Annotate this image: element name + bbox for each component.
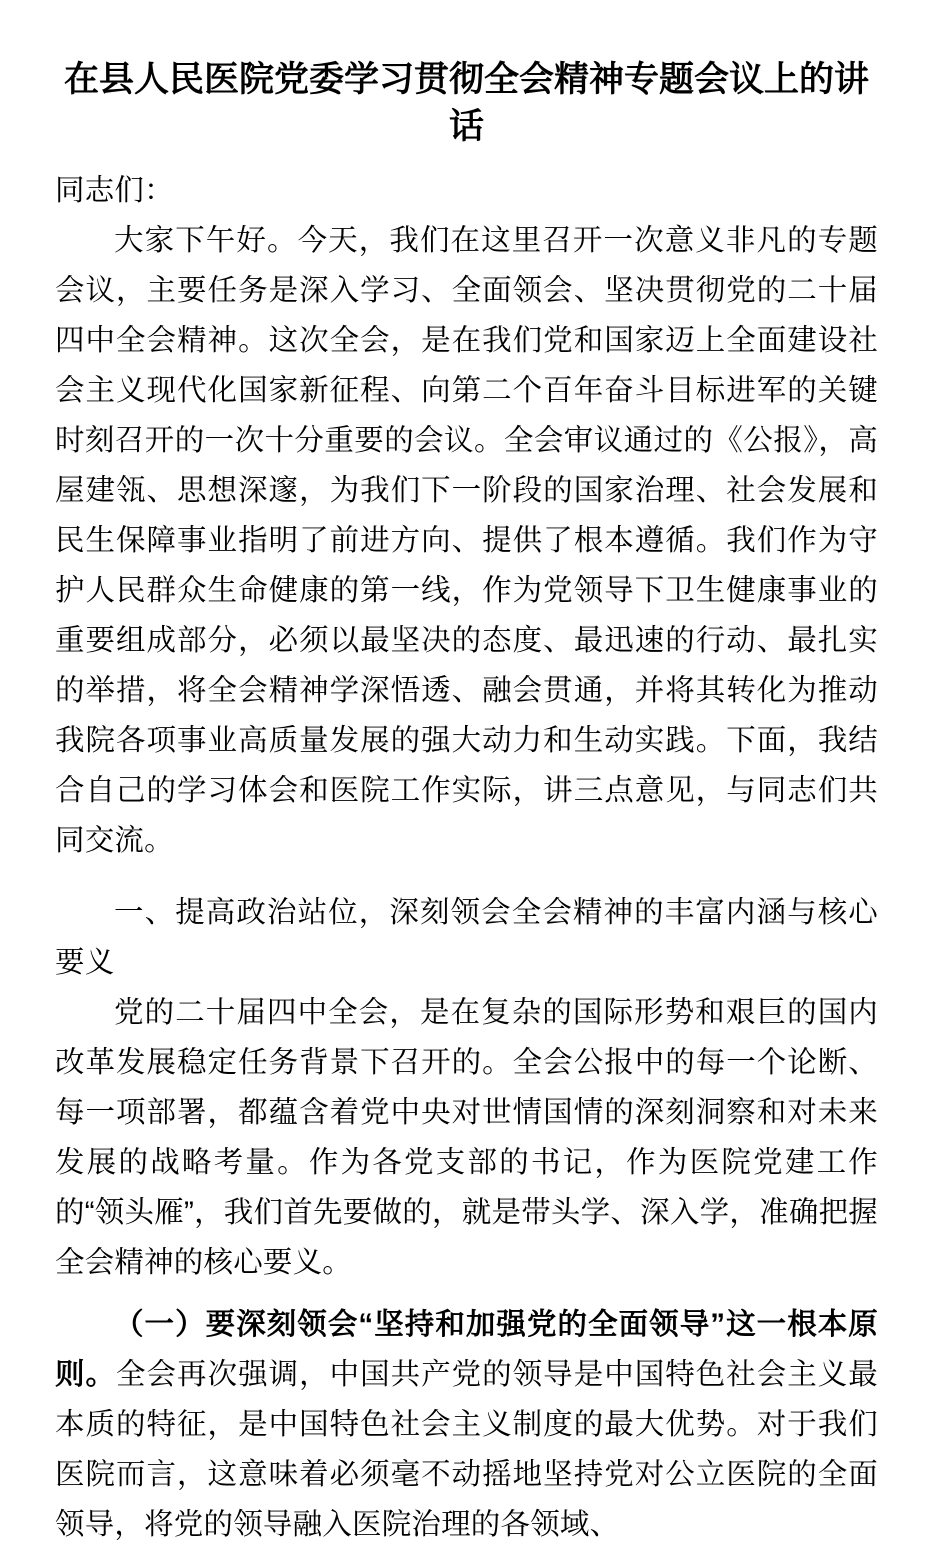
paragraph-section-one-body: 党的二十届四中全会，是在复杂的国际形势和艰巨的国内改革发展稳定任务背景下召开的。全会公报中的每一个论断、每一项部署，都蕴含着党中央对世情国情的深刻洞察和对未来发展的战略考量。作为各党支部的书记，作为医院党建工作的“领头雁”，我们首先要做的，就是带头学、深入学，准确把握全会精神的核心要义。 [55,996,878,1279]
page-title: 在县人民医院党委学习贯彻全会精神专题会议上的讲话 [63,60,869,146]
subsection-one-bold-lead: （一）要深刻领会“坚持和加强党的全面领导”这一根本原则。 [55,1308,878,1391]
salutation: 同志们： [55,174,174,207]
subsection-one-paragraph [55,1288,878,1550]
section-heading-one: 一、提高政治站位，深刻领会全会精神的丰富内涵与核心要义 [55,896,878,979]
paragraph-opening: 大家下午好。今天，我们在这里召开一次意义非凡的专题会议，主要任务是深入学习、全面领会、坚决贯彻党的二十届四中全会精神。这次全会，是在我们党和国家迈上全面建设社会主义现代化国家新征程、向第二个百年奋斗目标进军的关键时刻召开的一次十分重要的会议。全会审议通过的《公报》，高屋建瓴、思想深邃，为我们下一阶段的国家治理、社会发展和民生保障事业指明了前进方向、提供了根本遵循。我们作为守护人民群众生命健康的第一线，作为党领导下卫生健康事业的重要组成部分，必须以最坚决的态度、最迅速的行动、最扎实的举措，将全会精神学深悟透、融会贯通，并将其转化为推动我院各项事业高质量发展的强大动力和生动实践。下面，我结合自己的学习体会和医院工作实际，讲三点意见，与同志们共同交流。 [55,224,878,857]
subsection-one-rest-text: 全会再次强调，中国共产党的领导是中国特色社会主义最本质的特征，是中国特色社会主义制度的最大优势。对于我们医院而言，这意味着必须毫不动摇地坚持党对公立医院的全面领导，将党的领导融入医院治理的各领域、 [55,1358,878,1541]
document-body [55,0,878,1550]
